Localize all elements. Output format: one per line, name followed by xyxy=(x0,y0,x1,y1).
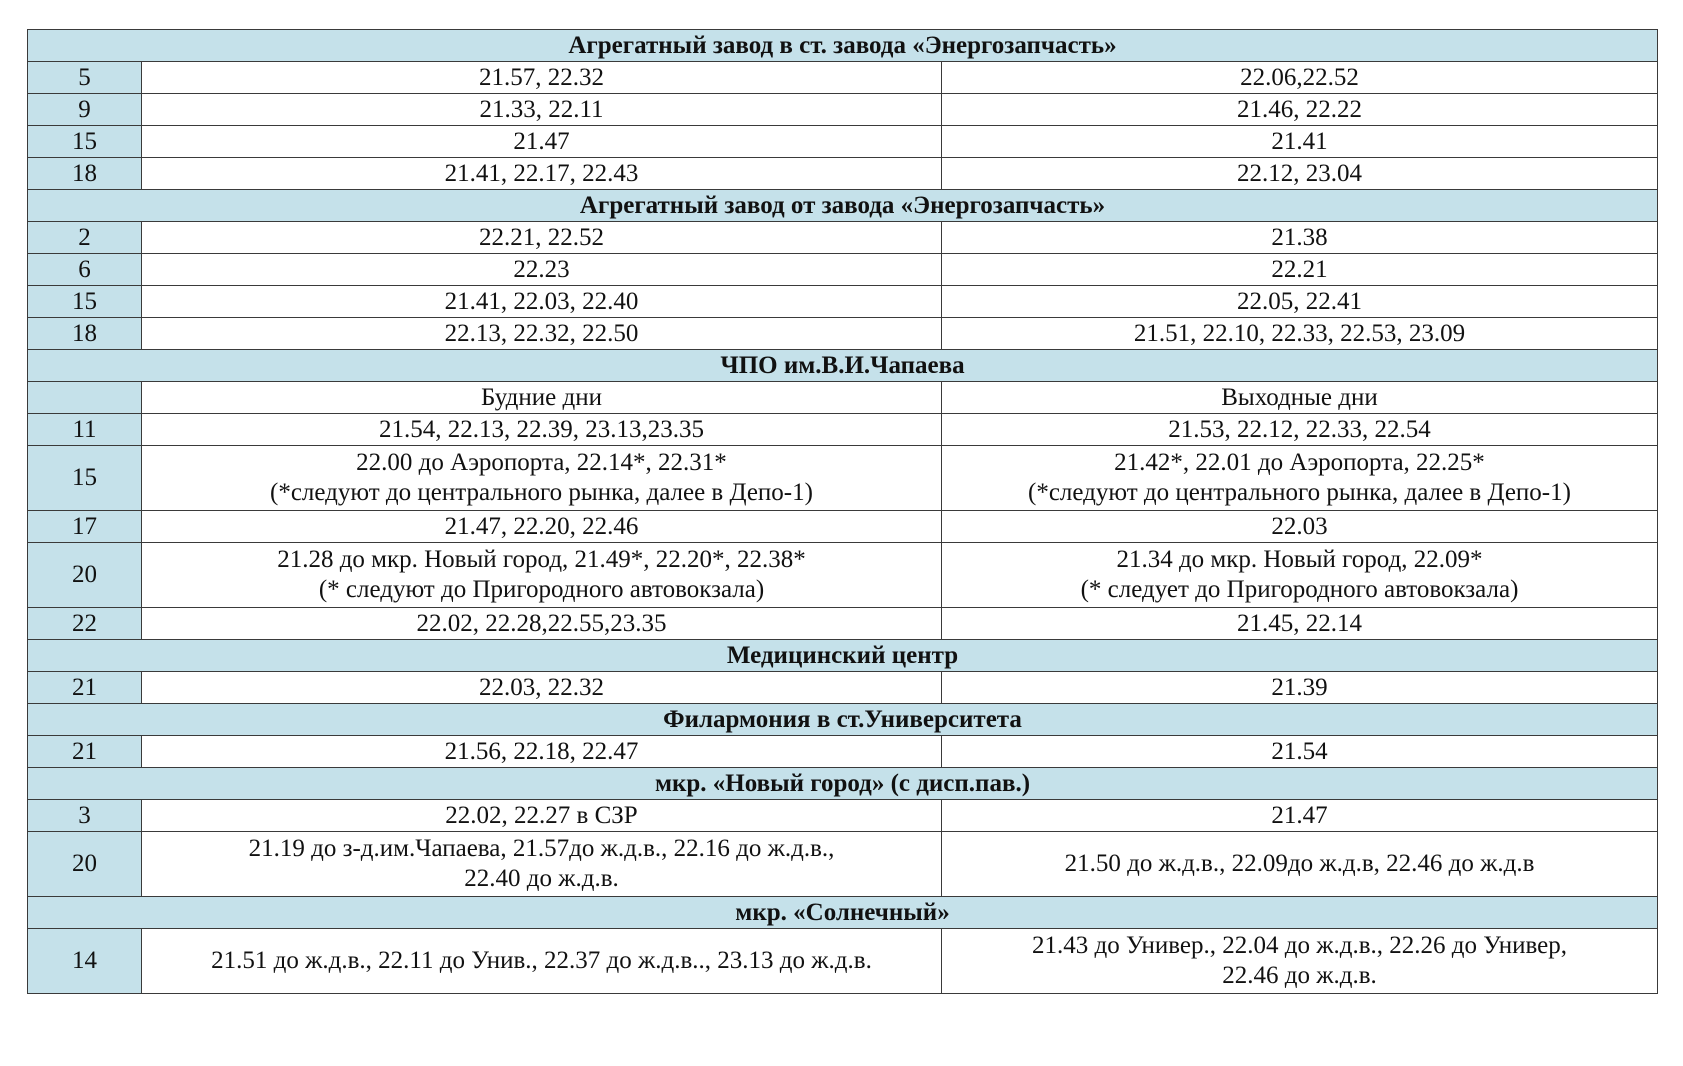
times-line: 21.34 до мкр. Новый город, 22.09* xyxy=(1116,546,1483,573)
route-number: 20 xyxy=(28,832,142,897)
table-row xyxy=(28,929,1658,994)
times-line: 21.19 до з-д.им.Чапаева, 21.57до ж.д.в., 22.16 до ж.д.в., xyxy=(248,835,835,862)
times-cell-first xyxy=(142,608,942,640)
times-cell-first xyxy=(142,511,942,543)
times-cell-second xyxy=(942,414,1658,446)
route-number xyxy=(28,382,142,414)
times-cell-second xyxy=(942,254,1658,286)
table-row xyxy=(28,382,1658,414)
section-header-row xyxy=(28,350,1658,382)
times-cell-second xyxy=(942,672,1658,704)
times-cell-second xyxy=(942,286,1658,318)
times-cell-first xyxy=(142,222,942,254)
times-cell-second xyxy=(942,446,1658,511)
times-line: 21.51 до ж.д.в., 22.11 до Унив., 22.37 до ж.д.в.., 23.13 до ж.д.в. xyxy=(211,947,872,974)
table-row xyxy=(28,318,1658,350)
times-line: 21.41 xyxy=(1271,127,1328,155)
table-row xyxy=(28,511,1658,543)
route-number: 15 xyxy=(28,126,142,158)
times-line: 22.13, 22.32, 22.50 xyxy=(444,319,639,347)
route-number: 21 xyxy=(28,672,142,704)
route-number: 21 xyxy=(28,736,142,768)
route-number: 20 xyxy=(28,543,142,608)
times-line: 22.46 до ж.д.в. xyxy=(1222,962,1377,989)
times-line: 21.50 до ж.д.в., 22.09до ж.д.в, 22.46 до ж.д.в xyxy=(1064,850,1535,877)
table-row xyxy=(28,94,1658,126)
times-line: Выходные дни xyxy=(1221,383,1378,411)
route-number: 6 xyxy=(28,254,142,286)
route-number: 3 xyxy=(28,800,142,832)
times-cell-first xyxy=(142,126,942,158)
times-line: 21.54, 22.13, 22.39, 23.13,23.35 xyxy=(379,415,704,443)
times-line: 21.43 до Универ., 22.04 до ж.д.в., 22.26 до Универ, xyxy=(1032,932,1567,959)
times-line: 22.05, 22.41 xyxy=(1237,287,1362,315)
times-cell-first xyxy=(142,543,942,608)
times-cell-second xyxy=(942,318,1658,350)
table-row xyxy=(28,286,1658,318)
times-cell-first xyxy=(142,62,942,94)
times-line: 22.12, 23.04 xyxy=(1237,159,1362,187)
times-line: 21.57, 22.32 xyxy=(479,63,604,91)
times-line: 22.40 до ж.д.в. xyxy=(464,865,619,892)
route-number: 9 xyxy=(28,94,142,126)
route-number: 5 xyxy=(28,62,142,94)
times-cell-first xyxy=(142,94,942,126)
times-line: 21.38 xyxy=(1271,223,1328,251)
times-cell-first xyxy=(142,929,942,994)
times-line: 21.41, 22.03, 22.40 xyxy=(444,287,639,315)
times-line: 21.54 xyxy=(1271,737,1328,765)
table-row xyxy=(28,158,1658,190)
times-line: 21.46, 22.22 xyxy=(1237,95,1362,123)
times-line: Будние дни xyxy=(481,383,602,411)
times-line: 22.03, 22.32 xyxy=(479,673,604,701)
section-header-row xyxy=(28,704,1658,736)
times-cell-first xyxy=(142,318,942,350)
route-number: 2 xyxy=(28,222,142,254)
route-number: 18 xyxy=(28,318,142,350)
route-number: 14 xyxy=(28,929,142,994)
table-row xyxy=(28,543,1658,608)
section-header-row xyxy=(28,190,1658,222)
table-row xyxy=(28,414,1658,446)
times-line: 21.47, 22.20, 22.46 xyxy=(444,512,639,540)
times-cell-first xyxy=(142,254,942,286)
route-number: 15 xyxy=(28,286,142,318)
route-number: 22 xyxy=(28,608,142,640)
times-cell-second xyxy=(942,511,1658,543)
times-cell-first xyxy=(142,800,942,832)
times-line: 21.51, 22.10, 22.33, 22.53, 23.09 xyxy=(1133,319,1466,347)
route-number: 11 xyxy=(28,414,142,446)
section-title: мкр. «Солнечный» xyxy=(28,897,1658,929)
section-header-row xyxy=(28,640,1658,672)
times-cell-first xyxy=(142,382,942,414)
times-cell-second xyxy=(942,929,1658,994)
table-row xyxy=(28,222,1658,254)
section-title: Филармония в ст.Университета xyxy=(28,704,1658,736)
section-header-row xyxy=(28,768,1658,800)
times-line: (* следуют до Пригородного автовокзала) xyxy=(318,576,765,603)
section-title: ЧПО им.В.И.Чапаева xyxy=(28,350,1658,382)
times-cell-second xyxy=(942,158,1658,190)
times-line: (*следуют до центрального рынка, далее в Депо-1) xyxy=(1028,479,1571,506)
times-line: 21.33, 22.11 xyxy=(479,95,604,123)
times-line: 21.45, 22.14 xyxy=(1237,609,1362,637)
times-line: (* следует до Пригородного автовокзала) xyxy=(1080,576,1519,603)
times-line: 21.47 xyxy=(513,127,570,155)
times-line: 22.21 xyxy=(1271,255,1328,283)
section-header-row xyxy=(28,30,1658,62)
times-line: 21.42*, 22.01 до Аэропорта, 22.25* xyxy=(1114,449,1485,476)
table-row xyxy=(28,736,1658,768)
route-number: 18 xyxy=(28,158,142,190)
table-row xyxy=(28,446,1658,511)
times-cell-first xyxy=(142,286,942,318)
times-line: 22.21, 22.52 xyxy=(479,223,604,251)
times-cell-first xyxy=(142,832,942,897)
route-number: 17 xyxy=(28,511,142,543)
times-line: 22.02, 22.27 в СЗР xyxy=(445,801,638,829)
times-cell-second xyxy=(942,543,1658,608)
times-cell-first xyxy=(142,414,942,446)
times-line: 21.41, 22.17, 22.43 xyxy=(444,159,639,187)
table-row xyxy=(28,672,1658,704)
times-cell-second xyxy=(942,222,1658,254)
schedule-body xyxy=(28,30,1658,994)
times-cell-first xyxy=(142,446,942,511)
times-cell-second xyxy=(942,382,1658,414)
times-line: 22.23 xyxy=(513,255,570,283)
section-title: мкр. «Новый город» (с дисп.пав.) xyxy=(28,768,1658,800)
times-line: 21.28 до мкр. Новый город, 21.49*, 22.20*, 22.38* xyxy=(277,546,806,573)
times-cell-second xyxy=(942,62,1658,94)
section-title: Агрегатный завод от завода «Энергозапчасть» xyxy=(28,190,1658,222)
times-line: 21.39 xyxy=(1271,673,1328,701)
times-line: 21.53, 22.12, 22.33, 22.54 xyxy=(1168,415,1431,443)
route-number: 15 xyxy=(28,446,142,511)
table-row xyxy=(28,608,1658,640)
table-row xyxy=(28,832,1658,897)
times-cell-second xyxy=(942,126,1658,158)
times-cell-first xyxy=(142,736,942,768)
times-line: 22.02, 22.28,22.55,23.35 xyxy=(416,609,667,637)
times-line: 22.03 xyxy=(1271,512,1328,540)
times-cell-second xyxy=(942,608,1658,640)
schedule-table xyxy=(27,29,1658,994)
section-title: Медицинский центр xyxy=(28,640,1658,672)
times-cell-second xyxy=(942,800,1658,832)
times-line: 21.56, 22.18, 22.47 xyxy=(444,737,639,765)
times-cell-second xyxy=(942,94,1658,126)
times-cell-second xyxy=(942,736,1658,768)
times-cell-second xyxy=(942,832,1658,897)
times-cell-first xyxy=(142,158,942,190)
section-title: Агрегатный завод в ст. завода «Энергозапчасть» xyxy=(28,30,1658,62)
table-row xyxy=(28,254,1658,286)
times-cell-first xyxy=(142,672,942,704)
table-row xyxy=(28,800,1658,832)
table-row xyxy=(28,62,1658,94)
table-row xyxy=(28,126,1658,158)
times-line: 22.06,22.52 xyxy=(1240,63,1359,91)
times-line: 22.00 до Аэропорта, 22.14*, 22.31* xyxy=(356,449,727,476)
times-line: (*следуют до центрального рынка, далее в Депо-1) xyxy=(270,479,813,506)
times-line: 21.47 xyxy=(1271,801,1328,829)
section-header-row xyxy=(28,897,1658,929)
